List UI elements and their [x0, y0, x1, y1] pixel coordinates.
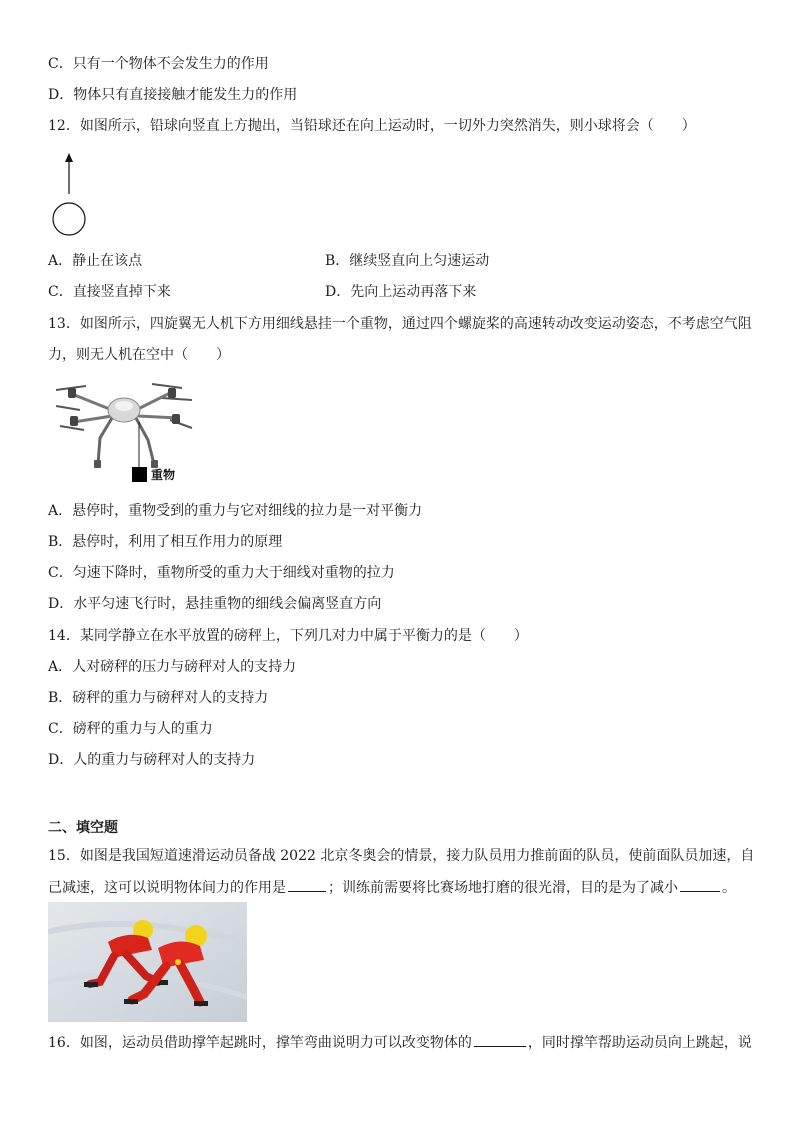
q16-text-part2: ，同时撑竿帮助运动员向上跳起，说	[527, 1035, 752, 1051]
q11-option-d: D．物体只有直接接触才能发生力的作用	[48, 87, 298, 103]
q13-stem-line1: 13．如图所示，四旋翼无人机下方用细线悬挂一个重物，通过四个螺旋桨的高速转动改变运动姿态，不考虑空气阻	[48, 316, 752, 332]
q15-text-part1: 己减速，这可以说明物体间力的作用是	[48, 880, 286, 896]
q13-option-a: A．悬停时，重物受到的重力与它对细线的拉力是一对平衡力	[48, 503, 423, 519]
q16-stem	[48, 1032, 752, 1053]
arrow-head	[65, 153, 73, 162]
q12-option-a: A．静止在该点	[48, 253, 143, 269]
q14-option-d: D．人的重力与磅秤对人的支持力	[48, 752, 256, 768]
q12-option-d: D．先向上运动再落下来	[325, 284, 477, 300]
q12-option-c: C．直接竖直掉下来	[48, 284, 171, 300]
q15-speed-skating-photo	[48, 902, 247, 1022]
q14-option-a: A．人对磅秤的压力与磅秤对人的支持力	[48, 659, 297, 675]
q15-stem-line2	[48, 877, 736, 898]
q15-text-part3: 。	[722, 880, 736, 896]
q12-stem: 12．如图所示，铅球向竖直上方抛出，当铅球还在向上运动时，一切外力突然消失，则小球将会（ ）	[48, 118, 696, 134]
landing-legs	[98, 418, 154, 464]
weight-block	[132, 467, 147, 482]
q13-option-b: B．悬停时，利用了相互作用力的原理	[48, 534, 283, 550]
q13-option-d: D．水平匀速飞行时，悬挂重物的细线会偏离竖直方向	[48, 596, 382, 612]
q12-option-b: B．继续竖直向上匀速运动	[325, 253, 490, 269]
q14-stem: 14．某同学静立在水平放置的磅秤上，下列几对力中属于平衡力的是（ ）	[48, 628, 528, 644]
q15-text-part2: ；训练前需要将比赛场地打磨的很光滑，目的是为了减小	[328, 880, 678, 896]
q13-stem-line2: 力，则无人机在空中（ ）	[48, 347, 230, 363]
q15-stem-line1: 15．如图是我国短道速滑运动员备战 2022 北京冬奥会的情景，接力队员用力推前面的队员，使前面队员加速，自	[48, 848, 755, 864]
section-heading-fill-blank: 二、填空题	[48, 820, 118, 836]
q16-blank-1	[474, 1032, 526, 1047]
q16-text-part1: 16．如图，运动员借助撑竿起跳时，撑竿弯曲说明力可以改变物体的	[48, 1035, 472, 1051]
q15-blank-1	[288, 877, 326, 892]
q11-option-c: C．只有一个物体不会发生力的作用	[48, 56, 269, 72]
q13-drone-figure	[52, 378, 197, 486]
q14-option-c: C．磅秤的重力与人的重力	[48, 721, 213, 737]
q13-option-c: C．匀速下降时，重物所受的重力大于细线对重物的拉力	[48, 565, 395, 581]
q15-blank-2	[680, 877, 720, 892]
q14-option-b: B．磅秤的重力与磅秤对人的支持力	[48, 690, 269, 706]
q12-ball-figure	[48, 150, 93, 240]
ball	[53, 203, 85, 235]
weight-label: 重物	[151, 468, 176, 482]
